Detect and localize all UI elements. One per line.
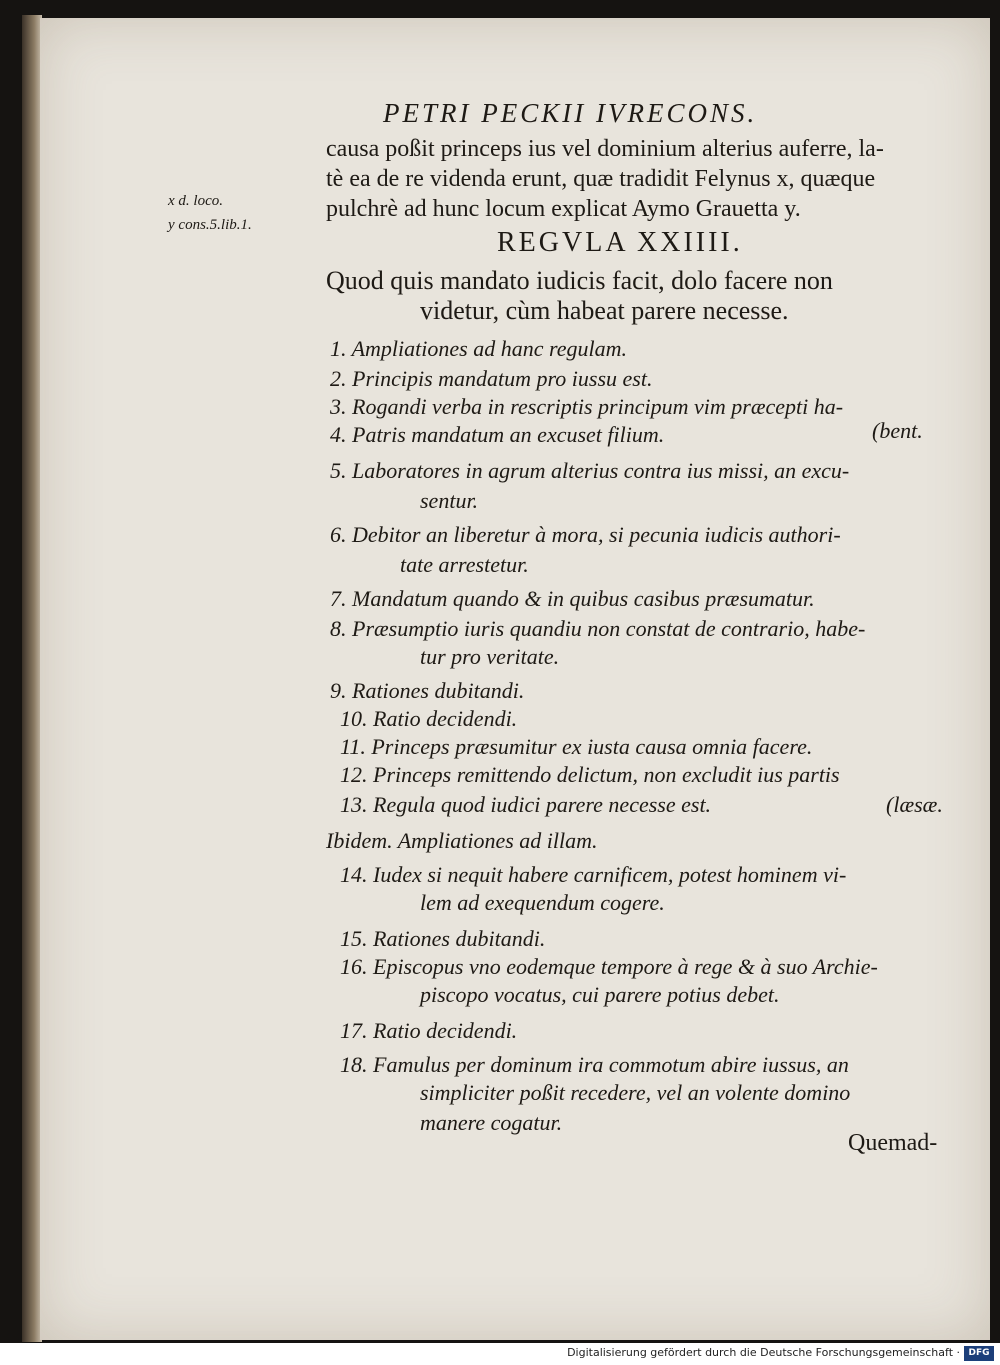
entry-6-cont: tate arrestetur. [400, 552, 529, 577]
entry-18-cont-2: manere cogatur. [420, 1110, 563, 1135]
rule-heading: REGVLA XXIIII. [497, 227, 743, 258]
rule-line-2: videtur, cùm habeat parere necesse. [420, 296, 789, 325]
margin-note-y: y cons.5.lib.1. [168, 217, 252, 233]
entry-3-continuation: (bent. [872, 418, 923, 443]
entry-14-cont: lem ad exequendum cogere. [420, 890, 665, 915]
running-header: PETRI PECKII IVRECONS. [383, 98, 758, 128]
margin-note-x: x d. loco. [168, 193, 223, 209]
entry-10: 10. Ratio decidendi. [340, 706, 518, 731]
entry-8-cont: tur pro veritate. [420, 644, 560, 669]
entry-3: 3. Rogandi verba in rescriptis principum vim præcepti ha- [330, 394, 844, 419]
page-edge [22, 15, 42, 1342]
catchword: Quemad- [848, 1130, 938, 1156]
entry-9: 9. Rationes dubitandi. [330, 678, 525, 703]
body-line-1: causa poßit princeps ius vel dominium alterius auferre, la- [326, 136, 884, 162]
entry-5-cont: sentur. [420, 488, 479, 513]
entry-15: 15. Rationes dubitandi. [340, 926, 546, 951]
body-line-3: pulchrè ad hunc locum explicat Aymo Grauetta y. [326, 196, 801, 222]
entry-13-ibidem: Ibidem. Ampliationes ad illam. [326, 828, 598, 853]
entry-18-cont: simpliciter poßit recedere, vel an volente domino [420, 1080, 851, 1105]
entry-16: 16. Episcopus vno eodemque tempore à rege & à suo Archie- [340, 954, 878, 979]
entry-1: 1. Ampliationes ad hanc regulam. [330, 336, 627, 361]
body-line-2: tè ea de re videnda erunt, quæ tradidit Felynus x, quæque [326, 166, 876, 192]
entry-12: 12. Princeps remittendo delictum, non excludit ius partis [340, 762, 840, 787]
entry-17: 17. Ratio decidendi. [340, 1018, 518, 1043]
entry-18: 18. Famulus per dominum ira commotum abire iussus, an [340, 1052, 849, 1077]
entry-13: 13. Regula quod iudici parere necesse est. [340, 792, 712, 817]
rule-line-1: Quod quis mandato iudicis facit, dolo facere non [326, 266, 833, 295]
entry-6: 6. Debitor an liberetur à mora, si pecunia iudicis authori- [330, 522, 841, 547]
entry-5: 5. Laboratores in agrum alterius contra ius missi, an excu- [330, 458, 850, 483]
entry-2: 2. Principis mandatum pro iussu est. [330, 366, 653, 391]
dfg-logo: DFG [964, 1346, 994, 1361]
footer-text: Digitalisierung gefördert durch die Deutsche Forschungsgemeinschaft · [567, 1346, 960, 1359]
entry-11: 11. Princeps præsumitur ex iusta causa omnia facere. [340, 734, 813, 759]
entry-7: 7. Mandatum quando & in quibus casibus præsumatur. [330, 586, 815, 611]
entry-12-continuation: (læsæ. [886, 792, 943, 817]
digitization-footer [0, 1343, 1000, 1365]
entry-16-cont: piscopo vocatus, cui parere potius debet. [420, 982, 780, 1007]
entry-8: 8. Præsumptio iuris quandiu non constat de contrario, habe- [330, 616, 866, 641]
entry-14: 14. Iudex si nequit habere carnificem, potest hominem vi- [340, 862, 847, 887]
entry-4: 4. Patris mandatum an excuset filium. [330, 422, 665, 447]
